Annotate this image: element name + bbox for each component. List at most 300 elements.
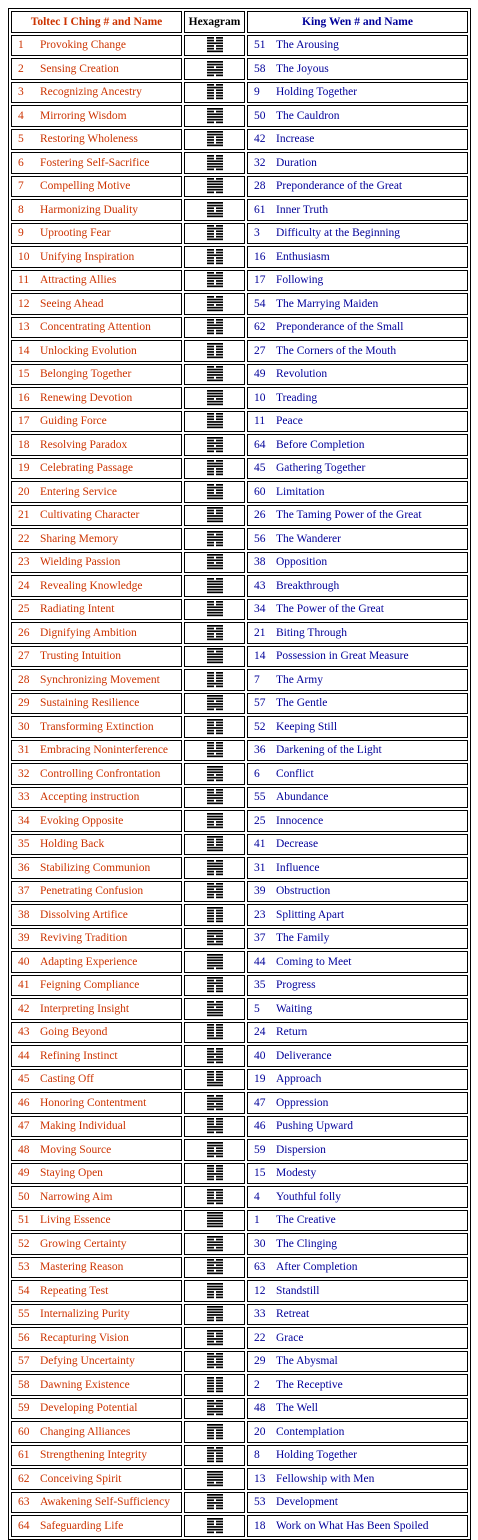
- toltec-name: Repeating Test: [40, 1284, 109, 1297]
- table-row: [11, 928, 468, 950]
- kingwen-name: The Corners of the Mouth: [276, 344, 397, 357]
- hexagram-21-icon: [207, 625, 223, 641]
- kingwen-cell: [247, 152, 468, 174]
- kingwen-name: Keeping Still: [276, 720, 338, 733]
- kingwen-number: 2: [254, 1378, 260, 1391]
- hexagram-cell: [184, 1022, 245, 1044]
- kingwen-number: 13: [254, 1472, 266, 1485]
- hexagram-cell: [184, 1421, 245, 1443]
- hexagram-cell: [184, 1351, 245, 1373]
- toltec-name: Staying Open: [40, 1167, 103, 1180]
- toltec-number: 38: [18, 908, 30, 921]
- hexagram-cell: [184, 646, 245, 668]
- toltec-number: 54: [18, 1284, 30, 1297]
- hexagram-cell: [184, 1045, 245, 1067]
- toltec-number: 57: [18, 1355, 30, 1368]
- hexagram-cell: [184, 505, 245, 527]
- kingwen-number: 1: [254, 1214, 260, 1227]
- table-row: [11, 505, 468, 527]
- kingwen-number: 18: [254, 1519, 266, 1532]
- toltec-name: Refining Instinct: [40, 1049, 118, 1062]
- toltec-name: Cultivating Character: [40, 509, 140, 522]
- toltec-name: Penetrating Confusion: [40, 885, 144, 898]
- toltec-cell: [11, 693, 182, 715]
- kingwen-number: 49: [254, 368, 266, 381]
- hexagram-40-icon: [207, 1048, 223, 1064]
- toltec-cell: [11, 834, 182, 856]
- table-row: [11, 1327, 468, 1349]
- kingwen-cell: [247, 481, 468, 503]
- kingwen-name: Splitting Apart: [276, 908, 345, 921]
- table-row: [11, 787, 468, 809]
- kingwen-cell: [247, 881, 468, 903]
- kingwen-name: Limitation: [276, 485, 325, 498]
- kingwen-cell: [247, 1492, 468, 1514]
- hexagram-60-icon: [207, 484, 223, 500]
- toltec-number: 45: [18, 1073, 30, 1086]
- toltec-number: 23: [18, 556, 30, 569]
- toltec-number: 26: [18, 626, 30, 639]
- kingwen-cell: [247, 1210, 468, 1232]
- kingwen-name: Breakthrough: [276, 579, 340, 592]
- kingwen-name: The Cauldron: [276, 109, 340, 122]
- kingwen-cell: [247, 787, 468, 809]
- toltec-number: 42: [18, 1002, 30, 1015]
- toltec-name: Synchronizing Movement: [40, 673, 160, 686]
- hexagram-49-icon: [207, 366, 223, 382]
- toltec-number: 31: [18, 744, 30, 757]
- toltec-name: Recognizing Ancestry: [40, 86, 142, 99]
- toltec-cell: [11, 1210, 182, 1232]
- table-row: [11, 129, 468, 151]
- toltec-number: 19: [18, 462, 30, 475]
- header-row: [11, 11, 468, 33]
- toltec-number: 63: [18, 1496, 30, 1509]
- table-row: [11, 834, 468, 856]
- kingwen-number: 32: [254, 156, 266, 169]
- toltec-cell: [11, 669, 182, 691]
- hexagram-42-icon: [207, 131, 223, 147]
- toltec-number: 48: [18, 1143, 30, 1156]
- kingwen-name: Increase: [276, 133, 315, 146]
- table-row: [11, 975, 468, 997]
- hexagram-cell: [184, 622, 245, 644]
- hexagram-44-icon: [207, 954, 223, 970]
- hexagram-12-icon: [207, 1283, 223, 1299]
- toltec-number: 37: [18, 885, 30, 898]
- hexagram-cell: [184, 58, 245, 80]
- toltec-number: 9: [18, 227, 24, 240]
- hexagram-3-icon: [207, 225, 223, 241]
- toltec-number: 24: [18, 579, 30, 592]
- table-row: [11, 1515, 468, 1537]
- toltec-cell: [11, 1022, 182, 1044]
- hexagram-cell: [184, 1398, 245, 1420]
- hexagram-cell: [184, 1257, 245, 1279]
- toltec-name: Evoking Opposite: [40, 814, 124, 827]
- toltec-number: 8: [18, 203, 24, 216]
- kingwen-name: Opposition: [276, 556, 328, 569]
- toltec-name: Dawning Existence: [40, 1378, 130, 1391]
- kingwen-cell: [247, 1304, 468, 1326]
- kingwen-number: 59: [254, 1143, 266, 1156]
- kingwen-name: Possession in Great Measure: [276, 650, 409, 663]
- hexagram-34-icon: [207, 601, 223, 617]
- hexagram-30-icon: [207, 1236, 223, 1252]
- toltec-name: Recapturing Vision: [40, 1331, 129, 1344]
- toltec-cell: [11, 1186, 182, 1208]
- table-row: [11, 1492, 468, 1514]
- toltec-cell: [11, 1069, 182, 1091]
- kingwen-cell: [247, 575, 468, 597]
- toltec-number: 52: [18, 1237, 30, 1250]
- kingwen-name: Progress: [276, 979, 316, 992]
- kingwen-name: Standstill: [276, 1284, 320, 1297]
- table-row: [11, 528, 468, 550]
- toltec-cell: [11, 223, 182, 245]
- kingwen-number: 4: [254, 1190, 260, 1203]
- hexagram-cell: [184, 387, 245, 409]
- kingwen-cell: [247, 599, 468, 621]
- table-row: [11, 364, 468, 386]
- toltec-number: 1: [18, 39, 24, 52]
- hexagram-cell: [184, 1445, 245, 1467]
- table-row: [11, 105, 468, 127]
- toltec-cell: [11, 411, 182, 433]
- toltec-number: 6: [18, 156, 24, 169]
- kingwen-cell: [247, 1163, 468, 1185]
- toltec-cell: [11, 434, 182, 456]
- toltec-cell: [11, 646, 182, 668]
- table-row: [11, 223, 468, 245]
- kingwen-number: 16: [254, 250, 266, 263]
- table-row: [11, 904, 468, 926]
- toltec-cell: [11, 928, 182, 950]
- toltec-name: Provoking Change: [40, 39, 126, 52]
- toltec-number: 35: [18, 838, 30, 851]
- kingwen-cell: [247, 1351, 468, 1373]
- hexagram-55-icon: [207, 789, 223, 805]
- toltec-cell: [11, 1304, 182, 1326]
- kingwen-name: Decrease: [276, 838, 319, 851]
- hexagram-cell: [184, 317, 245, 339]
- hexagram-46-icon: [207, 1118, 223, 1134]
- kingwen-name: Biting Through: [276, 626, 348, 639]
- kingwen-cell: [247, 1233, 468, 1255]
- kingwen-name: Before Completion: [276, 438, 365, 451]
- toltec-number: 53: [18, 1261, 30, 1274]
- kingwen-number: 25: [254, 814, 266, 827]
- kingwen-number: 20: [254, 1425, 266, 1438]
- kingwen-cell: [247, 293, 468, 315]
- kingwen-cell: [247, 834, 468, 856]
- kingwen-cell: [247, 763, 468, 785]
- hexagram-36-icon: [207, 742, 223, 758]
- hexagram-25-icon: [207, 813, 223, 829]
- toltec-cell: [11, 458, 182, 480]
- hexagram-cell: [184, 1515, 245, 1537]
- kingwen-cell: [247, 434, 468, 456]
- toltec-name: Sustaining Resilience: [40, 697, 140, 710]
- hexagram-cell: [184, 82, 245, 104]
- hexagram-cell: [184, 1163, 245, 1185]
- kingwen-name: Innocence: [276, 814, 324, 827]
- toltec-name: Guiding Force: [40, 415, 107, 428]
- table-row: [11, 599, 468, 621]
- kingwen-name: The Family: [276, 932, 330, 945]
- toltec-cell: [11, 152, 182, 174]
- table-row: [11, 434, 468, 456]
- toltec-number: 49: [18, 1167, 30, 1180]
- kingwen-number: 21: [254, 626, 266, 639]
- table-row: [11, 646, 468, 668]
- toltec-cell: [11, 810, 182, 832]
- kingwen-number: 29: [254, 1355, 266, 1368]
- toltec-name: Mirroring Wisdom: [40, 109, 127, 122]
- kingwen-number: 51: [254, 39, 266, 52]
- kingwen-number: 35: [254, 979, 266, 992]
- toltec-name: Sensing Creation: [40, 62, 119, 75]
- table-row: [11, 1045, 468, 1067]
- kingwen-name: Holding Together: [276, 86, 358, 99]
- hexagram-22-icon: [207, 1330, 223, 1346]
- kingwen-name: After Completion: [276, 1261, 358, 1274]
- toltec-name: Changing Alliances: [40, 1425, 131, 1438]
- kingwen-name: Waiting: [276, 1002, 313, 1015]
- table-row: [11, 1304, 468, 1326]
- kingwen-number: 24: [254, 1026, 266, 1039]
- hexagram-cell: [184, 1092, 245, 1114]
- toltec-name: Celebrating Passage: [40, 462, 133, 475]
- table-row: [11, 176, 468, 198]
- toltec-cell: [11, 1139, 182, 1161]
- toltec-name: Embracing Noninterference: [40, 744, 169, 757]
- table-row: [11, 246, 468, 268]
- hexagram-5-icon: [207, 1001, 223, 1017]
- hexagram-37-icon: [207, 930, 223, 946]
- kingwen-number: 52: [254, 720, 266, 733]
- toltec-cell: [11, 1351, 182, 1373]
- toltec-name: Reviving Tradition: [40, 932, 128, 945]
- table-row: [11, 152, 468, 174]
- hexagram-14-icon: [207, 648, 223, 664]
- toltec-number: 3: [18, 86, 24, 99]
- kingwen-cell: [247, 1280, 468, 1302]
- kingwen-name: Development: [276, 1496, 338, 1509]
- hexagram-cell: [184, 411, 245, 433]
- toltec-name: Wielding Passion: [40, 556, 121, 569]
- kingwen-number: 46: [254, 1120, 266, 1133]
- hexagram-cell: [184, 1374, 245, 1396]
- toltec-cell: [11, 1257, 182, 1279]
- toltec-name: Mastering Reason: [40, 1261, 124, 1274]
- table-row: [11, 716, 468, 738]
- kingwen-name: The Abysmal: [276, 1355, 338, 1368]
- kingwen-cell: [247, 740, 468, 762]
- kingwen-number: 43: [254, 579, 266, 592]
- kingwen-cell: [247, 1398, 468, 1420]
- toltec-cell: [11, 787, 182, 809]
- kingwen-number: 44: [254, 955, 266, 968]
- kingwen-name: Retreat: [276, 1308, 310, 1321]
- kingwen-number: 38: [254, 556, 266, 569]
- table-row: [11, 881, 468, 903]
- kingwen-cell: [247, 857, 468, 879]
- toltec-number: 55: [18, 1308, 30, 1321]
- kingwen-cell: [247, 411, 468, 433]
- hexagram-cell: [184, 481, 245, 503]
- kingwen-name: Approach: [276, 1073, 322, 1086]
- toltec-number: 43: [18, 1026, 30, 1039]
- kingwen-name: Gathering Together: [276, 462, 366, 475]
- toltec-name: Interpreting Insight: [40, 1002, 130, 1015]
- kingwen-number: 40: [254, 1049, 266, 1062]
- toltec-name: Entering Service: [40, 485, 117, 498]
- kingwen-name: The Clinging: [276, 1237, 338, 1250]
- hexagram-cell: [184, 787, 245, 809]
- table-row: [11, 1233, 468, 1255]
- table-row: [11, 998, 468, 1020]
- toltec-number: 30: [18, 720, 30, 733]
- hexagram-cell: [184, 152, 245, 174]
- kingwen-number: 34: [254, 603, 266, 616]
- kingwen-cell: [247, 1045, 468, 1067]
- toltec-cell: [11, 1092, 182, 1114]
- hexagram-33-icon: [207, 1306, 223, 1322]
- hexagram-cell: [184, 1186, 245, 1208]
- toltec-number: 51: [18, 1214, 30, 1227]
- kingwen-cell: [247, 1069, 468, 1091]
- kingwen-name: The Well: [276, 1402, 318, 1415]
- hexagram-63-icon: [207, 1259, 223, 1275]
- kingwen-cell: [247, 975, 468, 997]
- kingwen-number: 45: [254, 462, 266, 475]
- toltec-cell: [11, 552, 182, 574]
- toltec-cell: [11, 1492, 182, 1514]
- table-row: [11, 411, 468, 433]
- kingwen-cell: [247, 364, 468, 386]
- toltec-cell: [11, 1045, 182, 1067]
- kingwen-cell: [247, 1092, 468, 1114]
- kingwen-cell: [247, 528, 468, 550]
- kingwen-number: 30: [254, 1237, 266, 1250]
- toltec-cell: [11, 575, 182, 597]
- hexagram-56-icon: [207, 531, 223, 547]
- kingwen-cell: [247, 552, 468, 574]
- toltec-cell: [11, 1515, 182, 1537]
- iching-correspondence-table: [8, 8, 471, 1540]
- hexagram-cell: [184, 293, 245, 315]
- hexagram-cell: [184, 223, 245, 245]
- hexagram-cell: [184, 246, 245, 268]
- toltec-number: 39: [18, 932, 30, 945]
- kingwen-number: 10: [254, 391, 266, 404]
- table-row: [11, 1257, 468, 1279]
- toltec-name: Concentrating Attention: [40, 321, 151, 334]
- kingwen-cell: [247, 82, 468, 104]
- hexagram-11-icon: [207, 413, 223, 429]
- kingwen-cell: [247, 223, 468, 245]
- hexagram-cell: [184, 35, 245, 57]
- kingwen-name: Grace: [276, 1331, 304, 1344]
- toltec-cell: [11, 1327, 182, 1349]
- toltec-number: 33: [18, 791, 30, 804]
- hexagram-cell: [184, 1468, 245, 1490]
- hexagram-6-icon: [207, 766, 223, 782]
- kingwen-cell: [247, 1186, 468, 1208]
- hexagram-cell: [184, 857, 245, 879]
- hexagram-cell: [184, 575, 245, 597]
- toltec-number: 10: [18, 250, 30, 263]
- kingwen-cell: [247, 129, 468, 151]
- table-row: [11, 669, 468, 691]
- kingwen-cell: [247, 1022, 468, 1044]
- toltec-cell: [11, 716, 182, 738]
- toltec-name: Belonging Together: [40, 368, 132, 381]
- kingwen-number: 58: [254, 62, 266, 75]
- kingwen-number: 17: [254, 274, 266, 287]
- kingwen-number: 37: [254, 932, 266, 945]
- toltec-cell: [11, 364, 182, 386]
- table-row: [11, 1163, 468, 1185]
- table-row: [11, 1186, 468, 1208]
- kingwen-name: Influence: [276, 861, 320, 874]
- hexagram-38-icon: [207, 554, 223, 570]
- table-row: [11, 340, 468, 362]
- kingwen-number: 28: [254, 180, 266, 193]
- hexagram-43-icon: [207, 578, 223, 594]
- hexagram-cell: [184, 810, 245, 832]
- table-row: [11, 1022, 468, 1044]
- toltec-number: 15: [18, 368, 30, 381]
- toltec-number: 58: [18, 1378, 30, 1391]
- kingwen-number: 56: [254, 532, 266, 545]
- toltec-cell: [11, 1445, 182, 1467]
- toltec-name: Growing Certainty: [40, 1237, 127, 1250]
- toltec-number: 56: [18, 1331, 30, 1344]
- toltec-name: Compelling Motive: [40, 180, 131, 193]
- kingwen-name: The Gentle: [276, 697, 328, 710]
- kingwen-number: 5: [254, 1002, 260, 1015]
- kingwen-cell: [247, 1257, 468, 1279]
- kingwen-number: 62: [254, 321, 266, 334]
- toltec-name: Living Essence: [40, 1214, 111, 1227]
- hexagram-cell: [184, 1327, 245, 1349]
- toltec-cell: [11, 975, 182, 997]
- kingwen-cell: [247, 716, 468, 738]
- toltec-name: Narrowing Aim: [40, 1190, 113, 1203]
- table-row: [11, 575, 468, 597]
- table-row: [11, 1421, 468, 1443]
- toltec-name: Radiating Intent: [40, 603, 115, 616]
- toltec-cell: [11, 505, 182, 527]
- hexagram-cell: [184, 834, 245, 856]
- hexagram-cell: [184, 1210, 245, 1232]
- hexagram-58-icon: [207, 61, 223, 77]
- kingwen-name: Work on What Has Been Spoiled: [276, 1519, 429, 1532]
- hexagram-16-icon: [207, 249, 223, 265]
- toltec-cell: [11, 857, 182, 879]
- hexagram-52-icon: [207, 719, 223, 735]
- kingwen-number: 41: [254, 838, 266, 851]
- header-toltec: Toltec I Ching # and Name: [11, 11, 182, 33]
- hexagram-cell: [184, 1069, 245, 1091]
- hexagram-50-icon: [207, 108, 223, 124]
- hexagram-cell: [184, 528, 245, 550]
- kingwen-name: The Army: [276, 673, 323, 686]
- kingwen-cell: [247, 1327, 468, 1349]
- kingwen-cell: [247, 505, 468, 527]
